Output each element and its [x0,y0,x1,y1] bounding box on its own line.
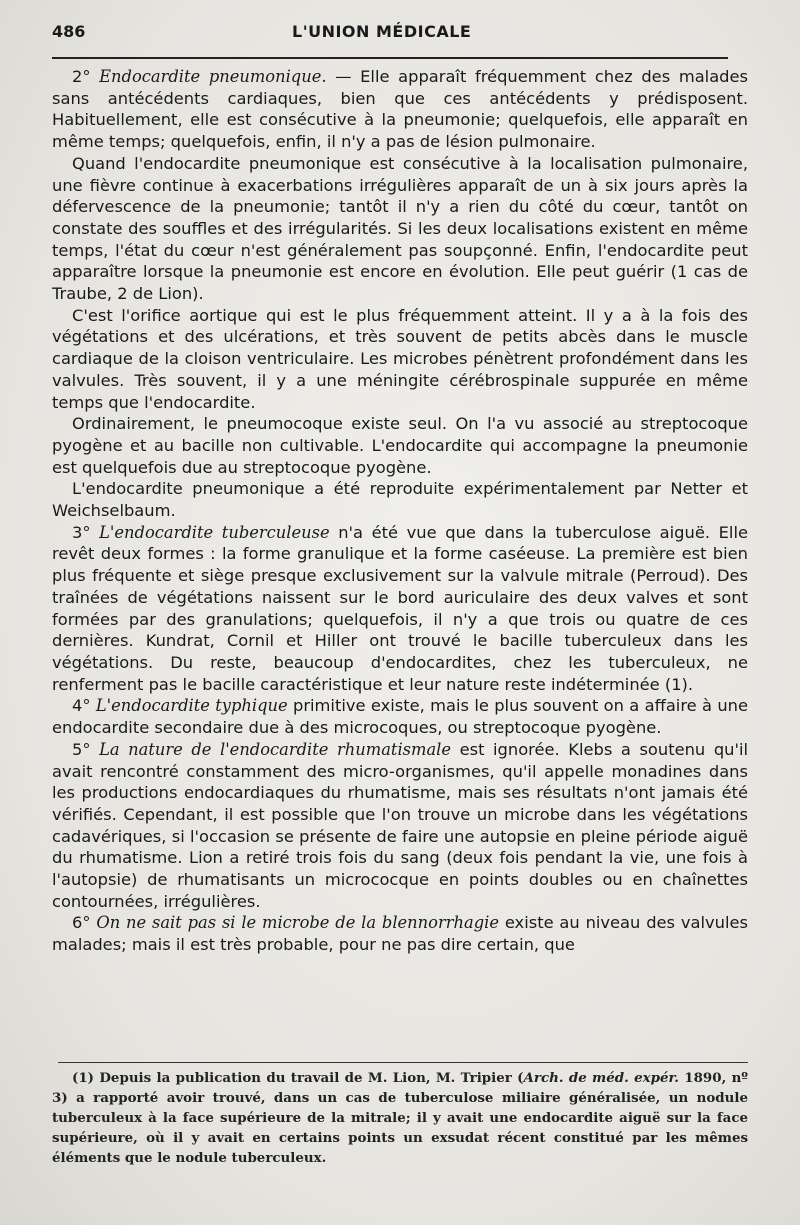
journal-title: L'UNION MÉDICALE [292,22,472,41]
header-rule [52,57,728,59]
paragraph: L'endocardite pneumonique a été reproduite expérimentalement par Netter et Weichselbaum. [52,479,748,521]
paragraph: Quand l'endocardite pneumonique est consécutive à la localisation pulmonaire, une fièvre continue à exacerbations irrégulières apparaît de un à six jours après la défervescence de la pneumonie; tantôt il n'y a rien du côté du cœur, tantôt on constate des souffles et des irrégularités. Si les deux localisations existent en même temps, l'état du cœur n'est généralement pas soupçonné. Enfin, l'endocardite peut apparaître lorsque la pneumonie est encore en évolution. Elle peut guérir (1 cas de Traube, 2 de Lion). [52,153,748,304]
running-header [52,22,760,48]
footnote: (1) Depuis la publication du travail de M. Lion, M. Tripier (Arch. de méd. expér. 1890, nº 3) a rapporté avoir trouvé, dans un cas de tuberculose miliaire généralisée, un nodule tuberculeux à la face supérieure de la mitrale; il y avait une endocardite aiguë sur la face supérieure, où il y avait en certains points un exsudat récent constitué par les mêmes éléments que le nodule tuberculeux. [52,1070,748,1166]
paragraph: Ordinairement, le pneumocoque existe seul. On l'a vu associé au streptocoque pyogène et au bacille non cultivable. L'endocardite qui accompagne la pneumonie est quelquefois due au streptocoque pyogène. [52,414,748,477]
paragraph: 6° On ne sait pas si le microbe de la blennorrhagie existe au niveau des valvules malades; mais il est très probable, pour ne pas dire certain, que [52,913,748,955]
paragraph: 4° L'endocardite typhique primitive existe, mais le plus souvent on a affaire à une endocardite secondaire due à des microcoques, ou streptocoque pyogène. [52,696,748,738]
paragraph: 5° La nature de l'endocardite rhumatismale est ignorée. Klebs a soutenu qu'il avait rencontré constamment des micro-organismes, qu'il appelle monadines dans les productions endocardiaques du rhumatisme, mais ses résultats n'ont jamais été vérifiés. Cependant, il est possible que l'on trouve un microbe dans les végétations cadavériques, si l'occasion se présente de faire une autopsie en pleine période aiguë du rhumatisme. Lion a retiré trois fois du sang (deux fois pendant la vie, une fois à l'autopsie) de rhumatisants un micrococque en points doubles ou en chaînettes contournées, irrégulières. [52,739,748,911]
paragraph: C'est l'orifice aortique qui est le plus fréquemment atteint. Il y a à la fois des végétations et des ulcérations, et très souvent de petits abcès dans le muscle cardiaque de la cloison ventriculaire. Les microbes pénètrent profondément dans les valvules. Très souvent, il y a une méningite cérébrospinale suppurée en même temps que l'endocardite. [52,305,748,412]
body-text [52,66,748,956]
paragraph: 2° Endocardite pneumonique. — Elle apparaît fréquemment chez des malades sans antécédents cardiaques, bien que ces antécédents y prédisposent. Habituellement, elle est consécutive à la pneumonie; quelquefois, elle apparaît en même temps; quelquefois, enfin, il n'y a pas de lésion pulmonaire. [52,67,749,152]
paragraph: 3° L'endocardite tuberculeuse n'a été vue que dans la tuberculose aiguë. Elle revêt deux formes : la forme granulique et la forme caséeuse. La première est bien plus fréquente et siège presque exclusivement sur la valvule mitrale (Perroud). Des traînées de végétations naissent sur le bord auriculaire des deux valves et sont formées par des granulations; quelquefois, il n'y a que trois ou quatre de ces dernières. Kundrat, Cornil et Hiller ont trouvé le bacille tuberculeux dans les végétations. Du reste, beaucoup d'endocardites, chez les tuberculeux, ne renferment pas le bacille caractéristique et leur nature reste indéterminée (1). [52,522,748,694]
footnote-rule [58,1062,748,1063]
page-number: 486 [52,22,86,41]
